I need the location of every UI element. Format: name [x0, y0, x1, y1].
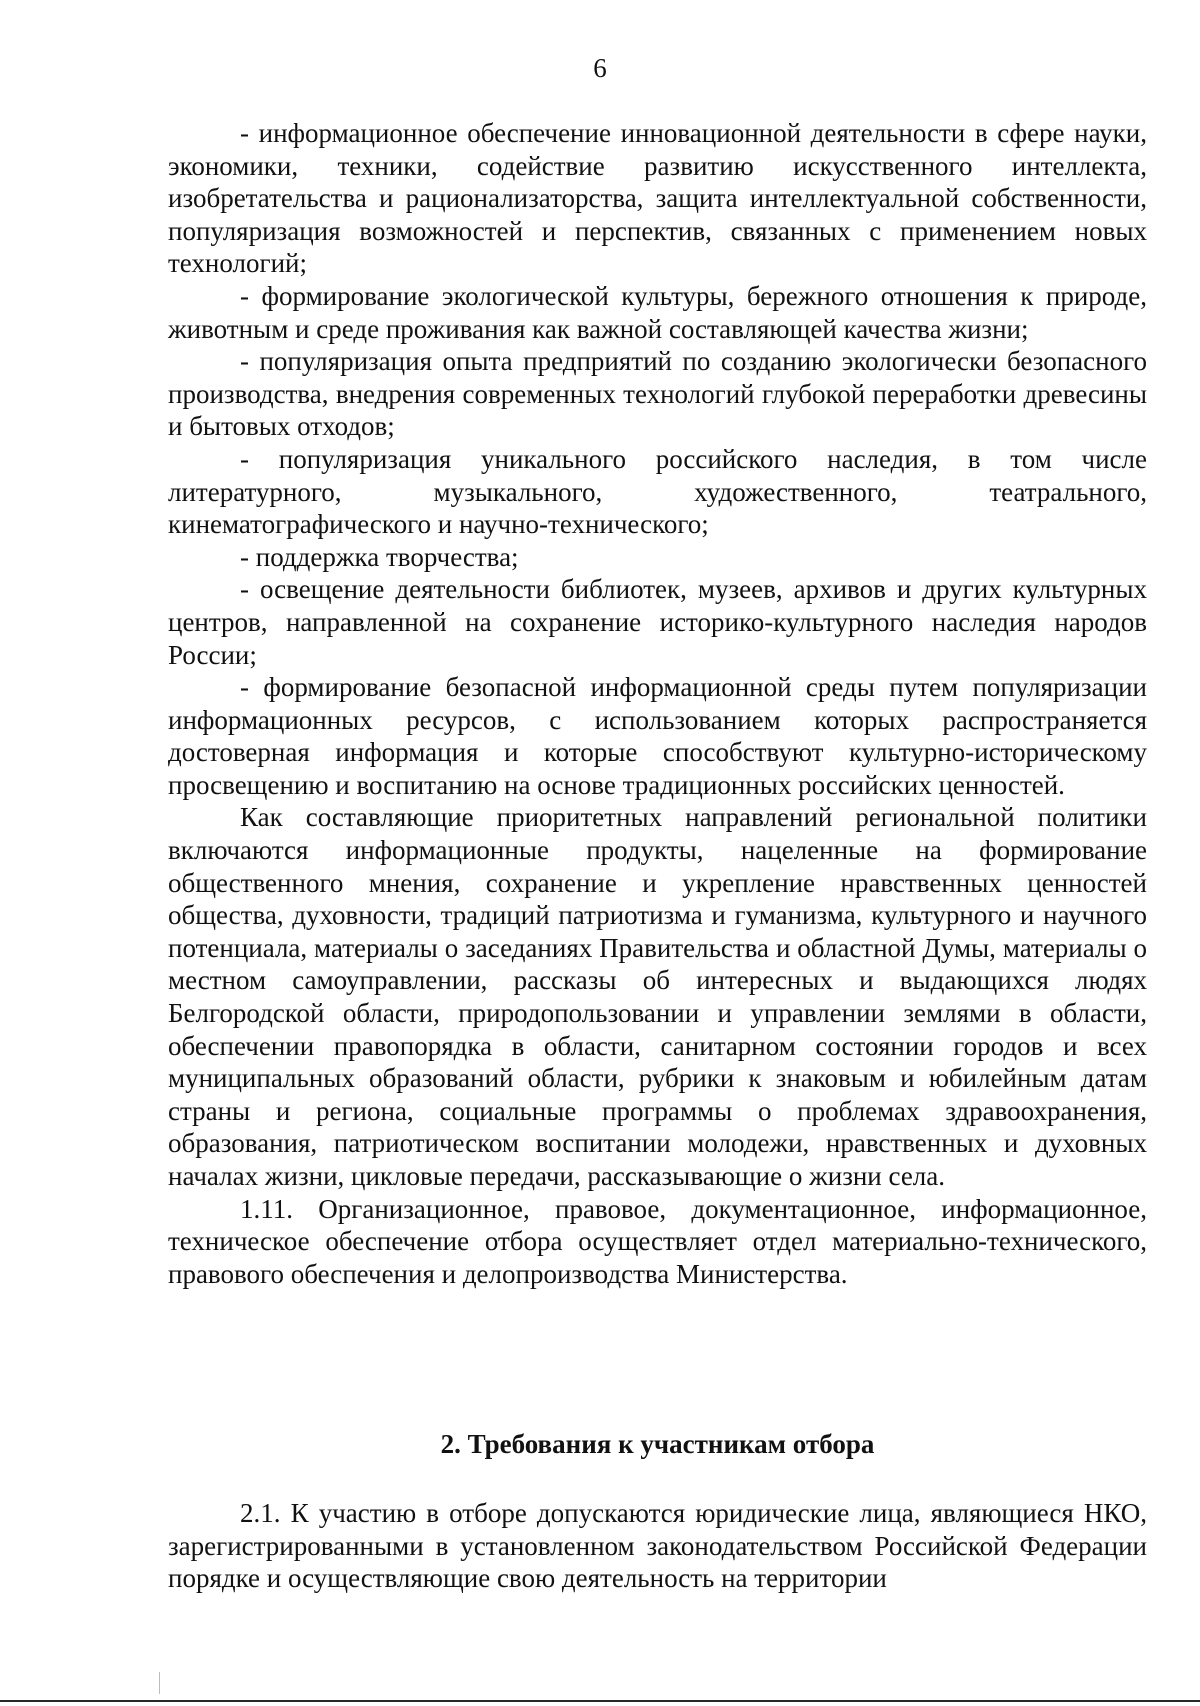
section-heading: 2. Требования к участникам отбора [440, 1429, 875, 1459]
paragraph-ecological-production: - популяризация опыта предприятий по созданию экологически безопасного производства, внедрения современных технологий глубокой переработки древесины и бытовых отходов; [168, 346, 1147, 442]
section-heading-block [168, 1428, 1147, 1460]
paragraph-cultural-centers: - освещение деятельности библиотек, музеев, архивов и других культурных центров, направленной на сохранение историко-культурного наследия народов России; [168, 574, 1147, 670]
scan-bottom-edge [0, 1700, 1200, 1702]
paragraph-regional-policy: Как составляющие приоритетных направлений региональной политики включаются информационные продукты, нацеленные на формирование общественного мнения, сохранение и укрепление нравственных ценностей общества, духовности, традиций патриотизма и гуманизма, культурного и научного потенциала, материалы о заседаниях Правительства и областной Думы, материалы о местном самоуправлении, рассказы об интересных и выдающихся людях Белгородской области, природопользовании и управлении землями в области, обеспечении правопорядка в области, санитарном состоянии городов и всех муниципальных образований области, рубрики к знаковым и юбилейным датам страны и региона, социальные программы о проблемах здравоохранения, образования, патриотическом воспитании молодежи, нравственных и духовных началах жизни, цикловые передачи, рассказывающие о жизни села. [168, 802, 1147, 1191]
section-body-text [168, 1497, 1147, 1595]
paragraph-creativity-support: - поддержка творчества; [240, 541, 519, 572]
paragraph-1-11: 1.11. Организационное, правовое, документационное, информационное, техническое обеспечение отбора осуществляет отдел материально-технического, правового обеспечения и делопроизводства Министерства. [168, 1193, 1147, 1289]
page-number: 6 [593, 53, 607, 83]
paragraph-russian-heritage: - популяризация уникального российского наследия, в том числе литературного, музыкального, художественного, театрального, кинематографического и научно-технического; [168, 443, 1147, 540]
scan-margin-mark [159, 1672, 160, 1694]
paragraph-innovation-info: - информационное обеспечение инновационной деятельности в сфере науки, экономики, техники, содействие развитию искусственного интеллекта, изобретательства и рационализаторства, защита интеллектуальной собственности, популяризация возможностей и перспектив, связанных с применением новых технологий; [168, 118, 1147, 279]
paragraph-ecological-culture: - формирование экологической культуры, бережного отношения к природе, животным и среде проживания как важной составляющей качества жизни; [168, 280, 1147, 344]
paragraph-safe-info-environment: - формирование безопасной информационной среды путем популяризации информационных ресурсов, с использованием которых распространяется достоверная информация и которые способствуют культурно-историческому просвещению и воспитанию на основе традиционных российских ценностей. [168, 672, 1147, 800]
body-text [168, 117, 1147, 1290]
paragraph-2-1: 2.1. К участию в отборе допускаются юридические лица, являющиеся НКО, зарегистрированными в установленном законодательством Российской Федерации порядке и осуществляющие свою деятельность на территории [168, 1498, 1147, 1594]
